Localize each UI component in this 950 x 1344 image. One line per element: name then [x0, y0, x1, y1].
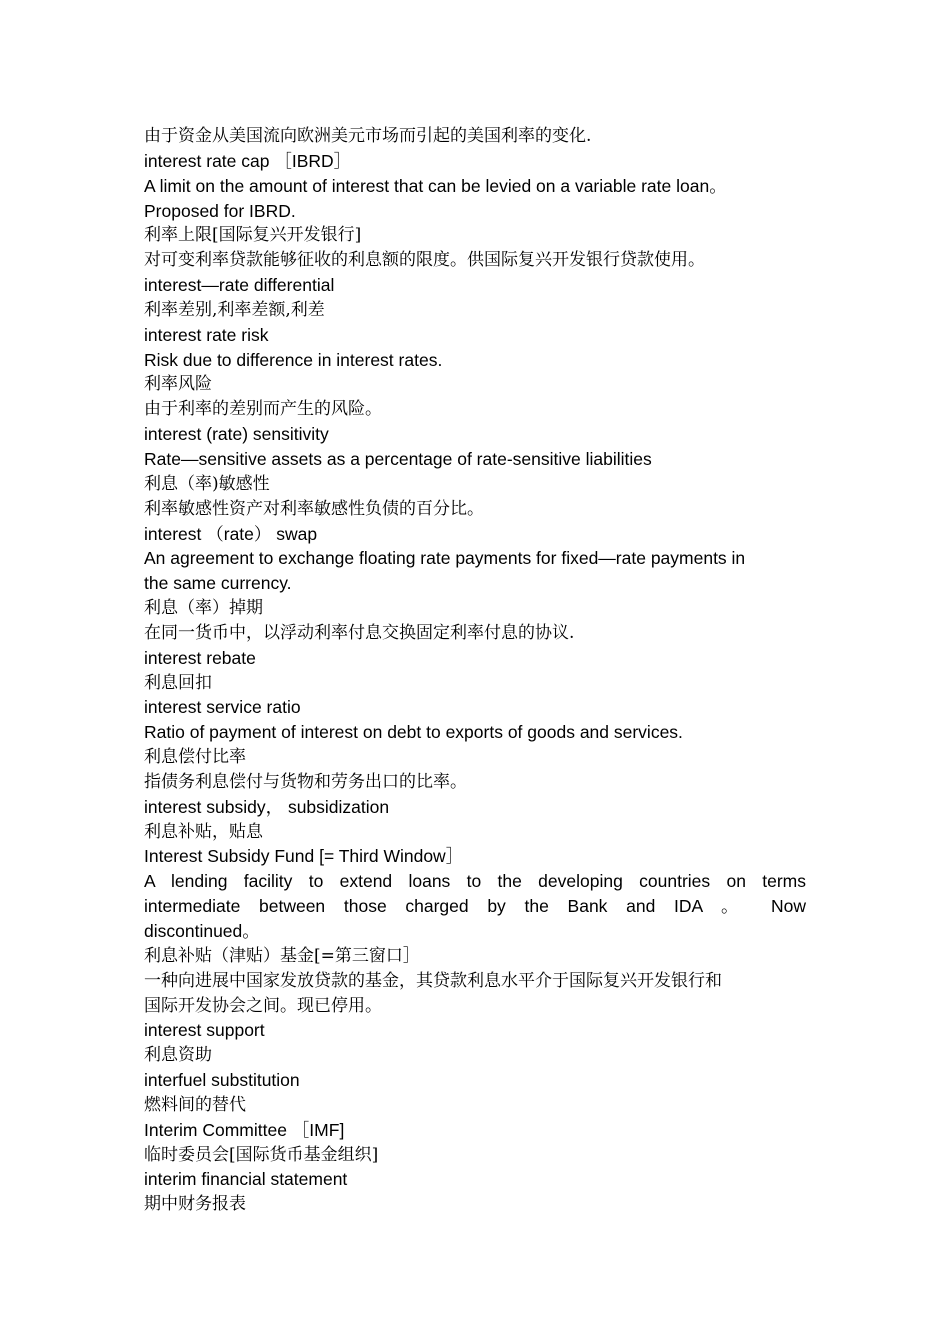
english-text-line: interest rebate — [144, 647, 256, 668]
chinese-text-line: 利率上限[国际复兴开发银行] — [144, 225, 362, 246]
chinese-text-line: 利息（率)敏感性 — [144, 473, 270, 494]
english-text-line: interim financial statement — [144, 1169, 348, 1190]
english-text-line: discontinued。 — [144, 921, 260, 941]
english-text-line: interest subsidy， subsidization — [144, 796, 390, 817]
chinese-text-line: 临时委员会[国际货币基金组织] — [144, 1144, 379, 1165]
chinese-text-line: 对可变利率贷款能够征收的利息额的限度。供国际复兴开发银行贷款使用。 — [144, 250, 705, 271]
chinese-text-line: 利率风险 — [144, 374, 212, 395]
english-text-line: the same currency. — [144, 573, 292, 594]
english-text-line: Proposed for IBRD. — [144, 200, 296, 221]
english-text-line: interest service ratio — [144, 697, 301, 718]
english-text-line: interfuel substitution — [144, 1070, 300, 1091]
english-text-line: Risk due to difference in interest rates. — [144, 349, 443, 370]
english-text-line: An agreement to exchange floating rate payments for fixed—rate payments in — [144, 548, 746, 569]
chinese-text-line: 一种向进展中国家发放贷款的基金，其贷款利息水平介于国际复兴开发银行和 — [144, 970, 722, 991]
english-text-line: interest (rate) sensitivity — [144, 424, 329, 445]
chinese-text-line: 利率敏感性资产对利率敏感性负债的百分比。 — [144, 498, 484, 519]
chinese-text-line: 利息资助 — [144, 1045, 212, 1066]
chinese-text-line: 利息补贴（津贴）基金[=第三窗口］ — [144, 945, 420, 966]
document-page — [144, 124, 806, 1217]
chinese-text-line: 指债务利息偿付与货物和劳务出口的比率。 — [144, 771, 467, 792]
english-text-line: A lending facility to extend loans to the developing countries on terms — [144, 871, 806, 892]
english-text-line: Interim Committee ［IMF] — [144, 1119, 345, 1140]
chinese-text-line: 在同一货币中，以浮动利率付息交换固定利率付息的协议. — [144, 622, 575, 643]
chinese-text-line: 国际开发协会之间。现已停用。 — [144, 995, 382, 1016]
glossary-text — [144, 124, 806, 1217]
chinese-text-line: 期中财务报表 — [144, 1194, 246, 1215]
english-text-line: Rate—sensitive assets as a percentage of rate-sensitive liabilities — [144, 448, 652, 469]
chinese-text-line: 利率差别,利率差额,利差 — [144, 299, 325, 320]
english-text-line: interest support — [144, 1020, 265, 1041]
chinese-text-line: 由于资金从美国流向欧洲美元市场而引起的美国利率的变化. — [144, 126, 592, 146]
english-text-line: interest （rate） swap — [144, 523, 318, 544]
chinese-text-line: 燃料间的替代 — [144, 1094, 246, 1115]
english-text-line: interest—rate differential — [144, 275, 335, 296]
english-text-line: Interest Subsidy Fund [= Third Window］ — [144, 846, 464, 867]
chinese-text-line: 利息补贴，贴息 — [144, 821, 263, 842]
chinese-text-line: 利息偿付比率 — [144, 747, 246, 768]
english-text-line: interest rate cap ［IBRD］ — [144, 150, 352, 171]
english-text-line: intermediate between those charged by the Bank and IDA 。 Now — [144, 896, 806, 917]
english-text-line: interest rate risk — [144, 324, 269, 345]
english-text-line: Ratio of payment of interest on debt to exports of goods and services. — [144, 722, 683, 743]
english-text-line: A limit on the amount of interest that can be levied on a variable rate loan。 — [144, 175, 727, 196]
chinese-text-line: 利息回扣 — [144, 672, 212, 693]
chinese-text-line: 利息（率）掉期 — [144, 598, 263, 619]
chinese-text-line: 由于利率的差别而产生的风险。 — [144, 399, 382, 420]
